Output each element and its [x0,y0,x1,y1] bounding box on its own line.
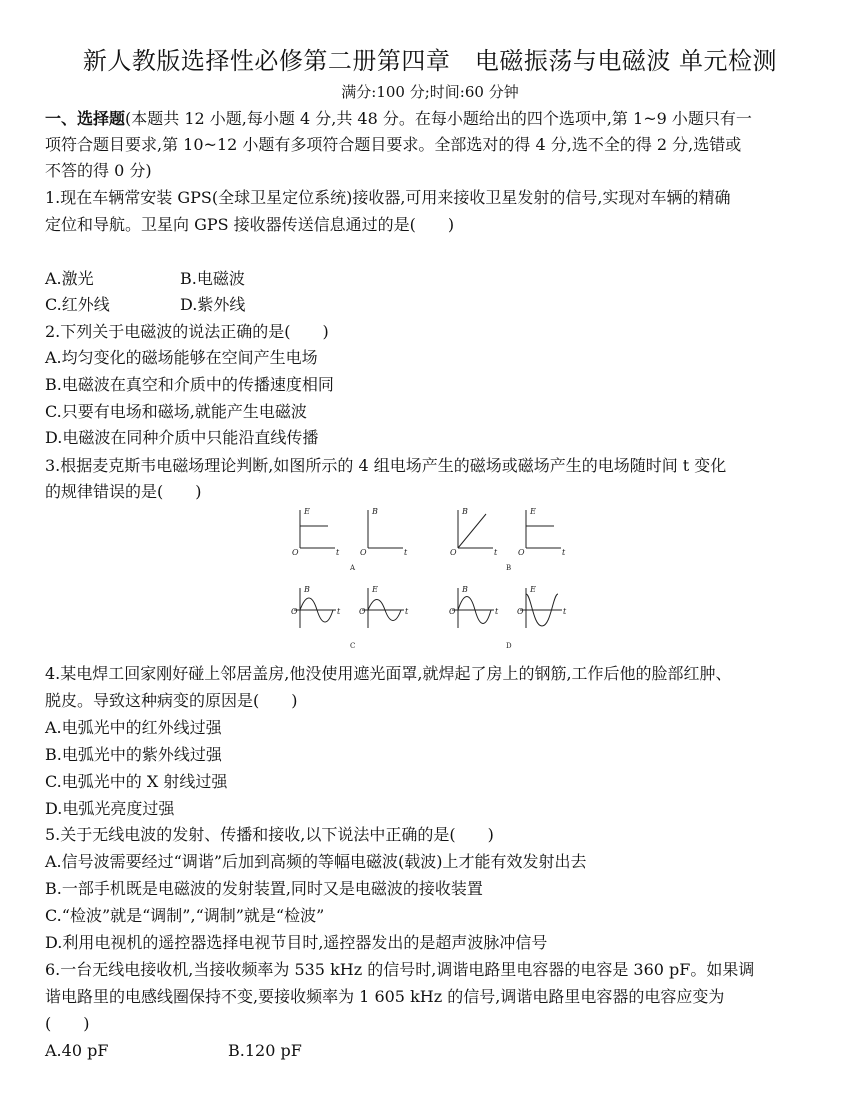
question-1-option-b: B.电磁波 [180,269,245,288]
svg-text:O: O [517,607,524,616]
question-1-stem-line-1: 1.现在车辆常安装 GPS(全球卫星定位系统)接收器,可用来接收卫星发射的信号,实现对车辆的精确 [45,188,731,207]
figure-label-b: B [506,564,512,572]
svg-text:O: O [518,548,525,557]
question-2-option-d: D.电磁波在同种介质中只能沿直线传播 [45,428,319,447]
question-2-option-c: C.只要有电场和磁场,就能产生电磁波 [45,402,307,421]
question-5-option-d: D.利用电视机的遥控器选择电视节目时,遥控器发出的是超声波脉冲信号 [45,933,548,952]
svg-text:t: t [494,548,498,557]
graph-c-left [294,588,336,628]
svg-text:E: E [530,585,536,594]
svg-text:B: B [462,585,468,594]
graph-c-right [362,588,404,628]
graph-d-left [452,588,494,628]
svg-text:t: t [562,548,566,557]
question-5-option-b: B.一部手机既是电磁波的发射装置,同时又是电磁波的接收装置 [45,879,483,898]
question-6-option-b: B.120 pF [228,1041,302,1060]
question-3-stem-line-1: 3.根据麦克斯韦电磁场理论判断,如图所示的 4 组电场产生的磁场或磁场产生的电场随时间 t 变化 [45,456,727,475]
svg-text:B: B [372,507,378,516]
question-6-stem-line-3: ( ) [45,1014,90,1033]
question-5-option-a: A.信号波需要经过“调谐”后加到高频的等幅电磁波(载波)上才能有效发射出去 [45,852,587,871]
question-1-option-a: A.激光 [45,269,94,288]
svg-text:O: O [292,548,299,557]
svg-text:B: B [462,507,468,516]
section-intro-line-1 [45,106,752,132]
svg-text:O: O [359,607,366,616]
svg-text:O: O [450,548,457,557]
section-intro-text: (本题共 12 小题,每小题 4 分,共 48 分。在每小题给出的四个选项中,第 1~9 小题只有一 [125,109,752,128]
question-4-option-d: D.电弧光亮度过强 [45,799,175,818]
section-heading: 一、选择题 [45,109,126,128]
question-1-option-c: C.红外线 [45,295,110,314]
graph-d-right [520,588,562,628]
question-4-option-b: B.电弧光中的紫外线过强 [45,745,222,764]
question-2-option-b: B.电磁波在真空和介质中的传播速度相同 [45,375,334,394]
question-1-stem-line-2: 定位和导航。卫星向 GPS 接收器传送信息通过的是( ) [45,215,455,234]
svg-text:O: O [291,607,298,616]
document-title: 新人教版选择性必修第二册第四章 电磁振荡与电磁波 单元检测 [82,47,778,75]
svg-text:t: t [404,548,408,557]
svg-text:E: E [304,507,310,516]
question-6-option-a: A.40 pF [45,1041,109,1060]
svg-text:t: t [405,607,409,616]
figure-label-a: A [350,564,356,572]
svg-text:E: E [372,585,378,594]
question-6-stem-line-1: 6.一台无线电接收机,当接收频率为 535 kHz 的信号时,调谐电路里电容器的电容是 360 pF。如果调 [45,960,755,979]
figure-label-d: D [506,642,512,650]
svg-text:t: t [337,607,341,616]
question-6-stem-line-2: 谐电路里的电感线圈保持不变,要接收频率为 1 605 kHz 的信号,调谐电路里电容器的电容应变为 [45,987,725,1006]
svg-text:O: O [449,607,456,616]
document-subtitle: 满分:100 分;时间:60 分钟 [341,83,519,101]
question-4-stem-line-1: 4.某电焊工回家刚好碰上邻居盖房,他没使用遮光面罩,就焊起了房上的钢筋,工作后他的脸部红肿、 [45,664,732,683]
section-intro-line-3: 不答的得 0 分) [45,161,152,180]
figure-label-c: C [350,642,356,650]
question-3-figure [280,500,580,655]
svg-text:O: O [360,548,367,557]
svg-text:t: t [495,607,499,616]
question-4-stem-line-2: 脱皮。导致这种病变的原因是( ) [45,691,298,710]
question-4-option-a: A.电弧光中的红外线过强 [45,718,222,737]
section-intro-line-2: 项符合题目要求,第 10~12 小题有多项符合题目要求。全部选对的得 4 分,选不全的得 2 分,选错或 [45,135,742,154]
question-4-option-c: C.电弧光中的 X 射线过强 [45,772,228,791]
question-5-option-c: C.“检波”就是“调制”,“调制”就是“检波” [45,906,325,925]
question-3-stem-line-2: 的规律错误的是( ) [45,482,202,501]
svg-text:t: t [336,548,340,557]
svg-text:B: B [304,585,310,594]
question-5-stem: 5.关于无线电波的发射、传播和接收,以下说法中正确的是( ) [45,825,494,844]
field-graphs-diagram [280,500,580,655]
svg-text:E: E [530,507,536,516]
question-2-stem: 2.下列关于电磁波的说法正确的是( ) [45,322,329,341]
question-2-option-a: A.均匀变化的磁场能够在空间产生电场 [45,348,318,367]
svg-text:t: t [563,607,567,616]
question-1-option-d: D.紫外线 [180,295,246,314]
